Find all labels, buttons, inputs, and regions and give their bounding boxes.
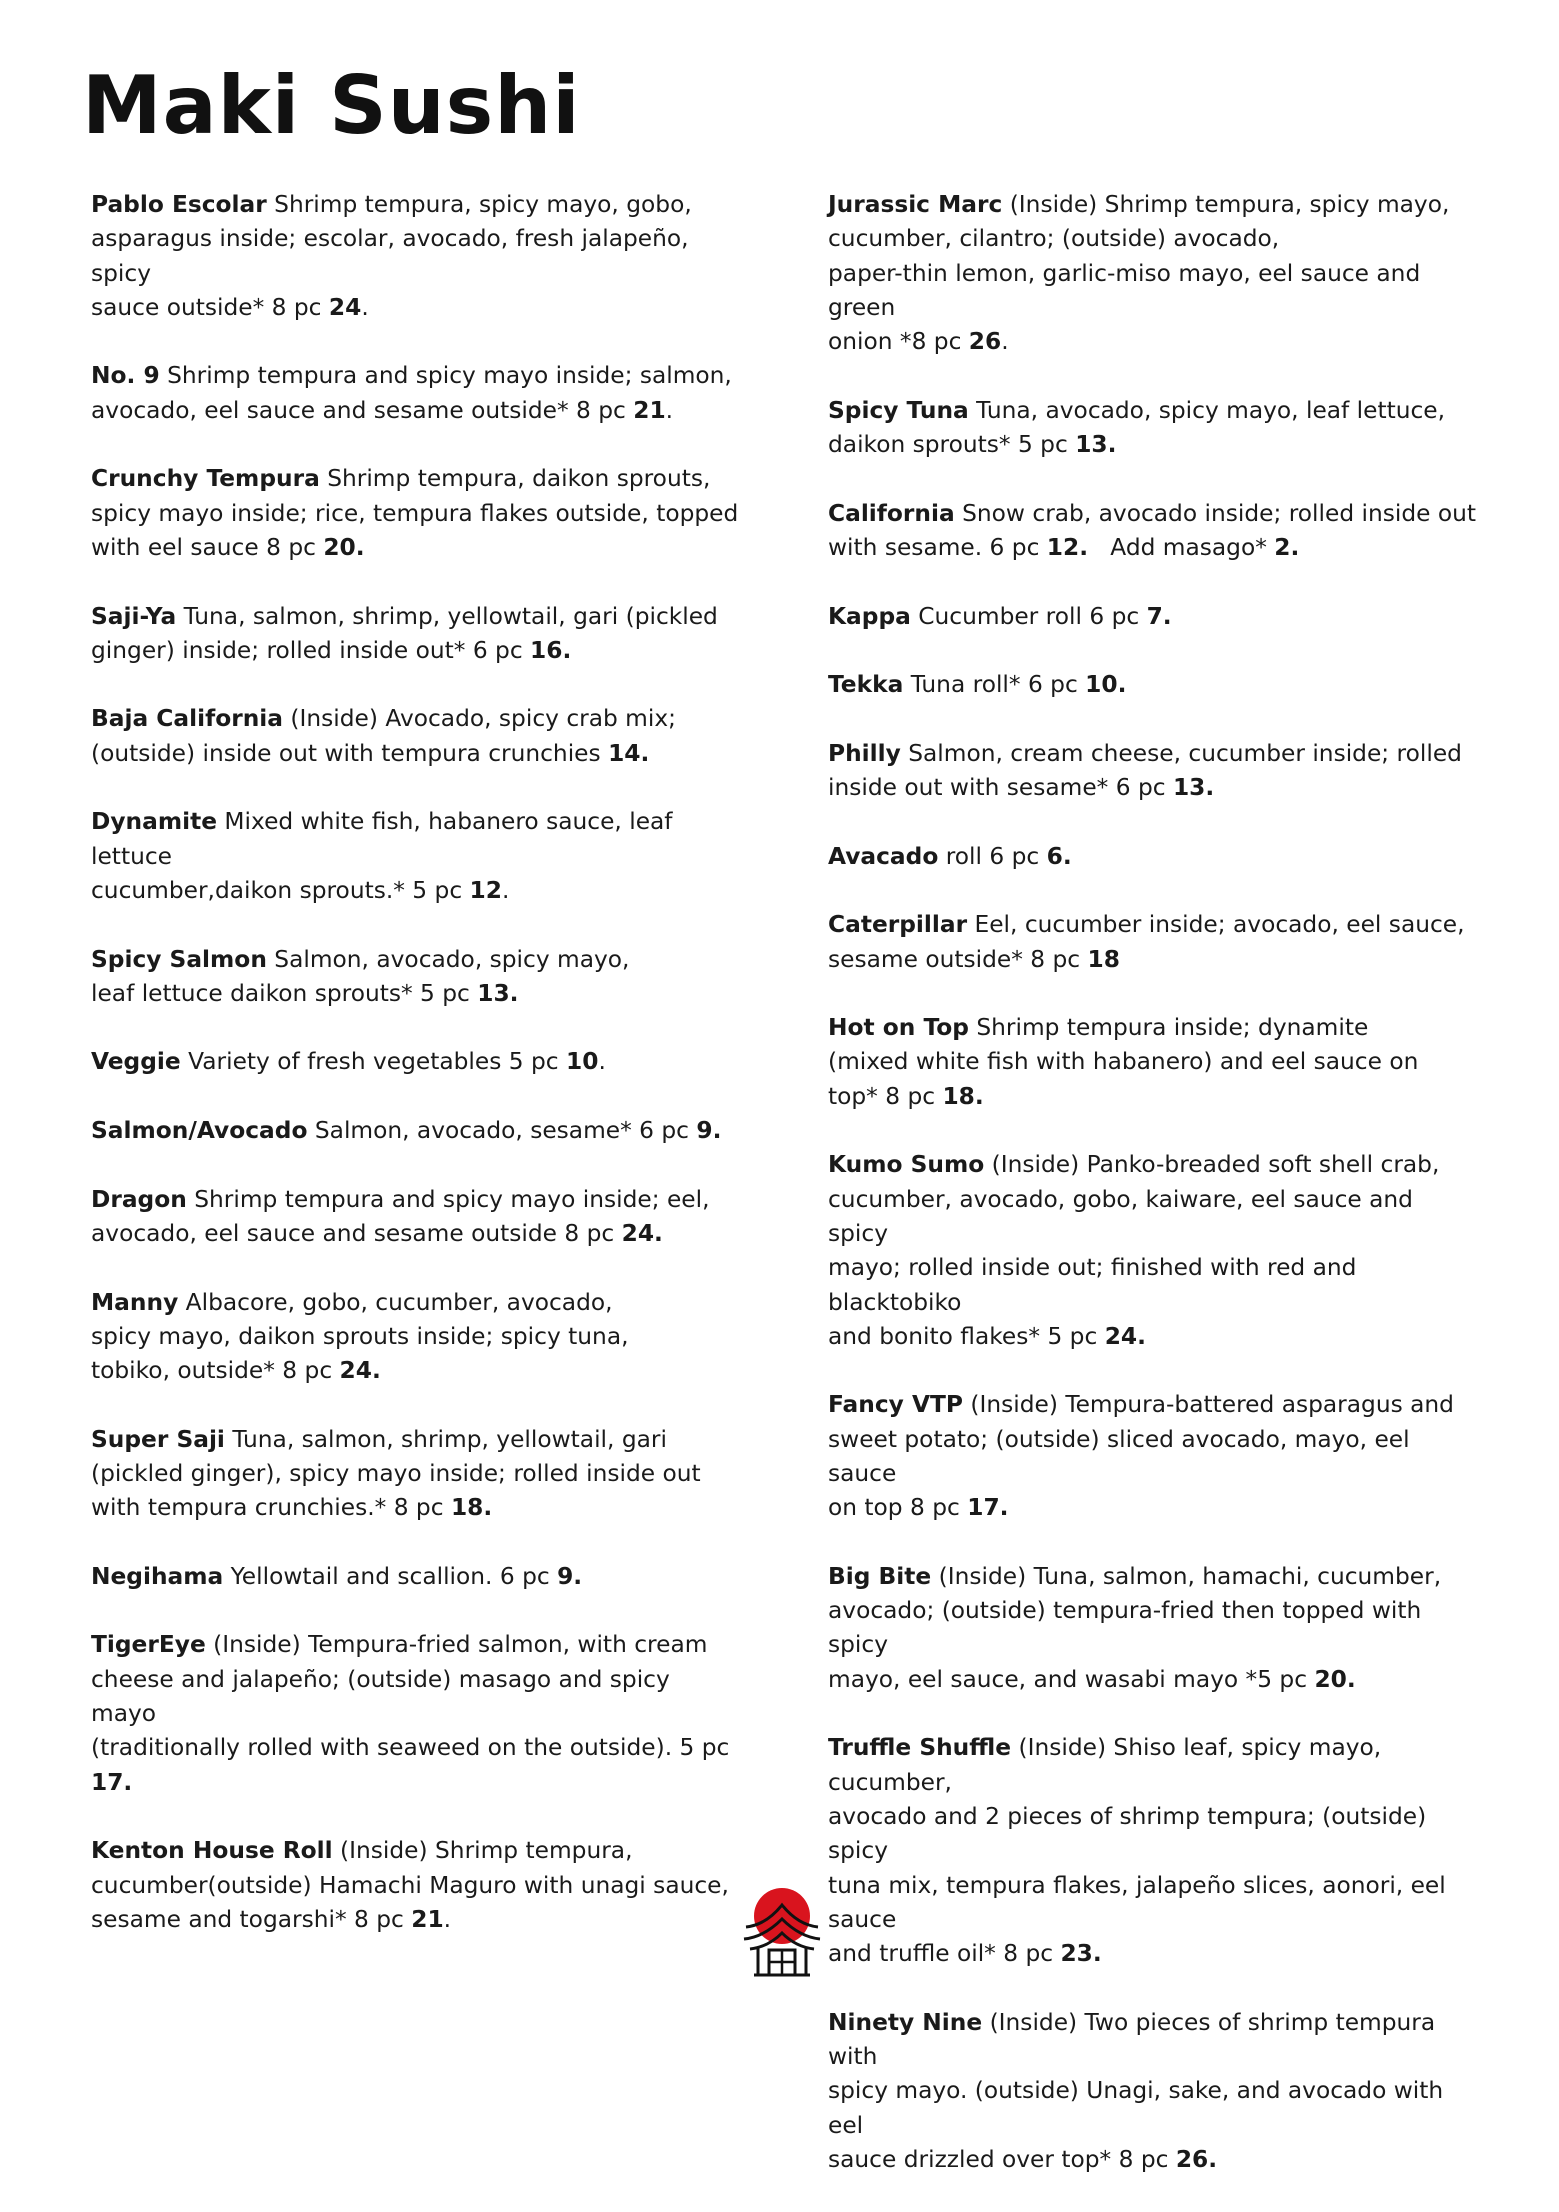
item-description: (Inside) Shiso leaf, spicy mayo, cucumber, (828, 1734, 1382, 1796)
item-description: Shrimp tempura, daikon sprouts, (319, 465, 711, 493)
item-description: sesame and togarshi* 8 pc (91, 1905, 412, 1933)
menu-item-california (828, 497, 1478, 566)
item-description: avocado, eel sauce and sesame outside 8 pc (91, 1219, 622, 1247)
item-description: leaf lettuce daikon sprouts* 5 pc (91, 979, 478, 1007)
item-description: Tuna, salmon, shrimp, yellowtail, gari (224, 1425, 667, 1453)
item-description: top* 8 pc (828, 1082, 943, 1110)
item-description: Salmon, avocado, spicy mayo, (266, 945, 630, 973)
item-price: 10 (566, 1048, 599, 1076)
item-addon-price: 2. (1274, 533, 1300, 561)
item-description: cucumber, cilantro; (outside) avocado, (828, 225, 1280, 253)
item-name: TigerEye (91, 1631, 206, 1659)
menu-item-big-bite (828, 1560, 1478, 1697)
item-price-suffix: . (665, 396, 674, 424)
item-description: Tuna, salmon, shrimp, yellowtail, gari (pickled (176, 602, 718, 630)
item-price: 23. (1060, 1940, 1102, 1968)
item-description: avocado and 2 pieces of shrimp tempura; (outside) spicy (828, 1802, 1427, 1865)
item-description: (Inside) Shrimp tempura, spicy mayo, (1002, 191, 1450, 218)
item-name: No. 9 (91, 362, 160, 390)
item-price-suffix: . (443, 1905, 452, 1933)
item-description: mayo; rolled inside out; finished with red and blacktobiko (828, 1254, 1357, 1316)
item-price: 13. (1075, 431, 1117, 459)
item-description: and bonito flakes* 5 pc (828, 1322, 1105, 1350)
item-price: 16. (530, 636, 572, 664)
menu-column-left (91, 188, 741, 1971)
item-price: 12 (469, 876, 502, 904)
item-description: (traditionally rolled with seaweed on the outside). 5 pc (91, 1734, 730, 1762)
menu-item-fancy-vtp (828, 1388, 1478, 1525)
item-price-suffix: . (1001, 328, 1009, 356)
item-description: tuna mix, tempura flakes, jalapeño slices, aonori, eel sauce (828, 1871, 1446, 1933)
item-description: roll 6 pc (938, 842, 1047, 870)
menu-item-kenton-house-roll (91, 1834, 741, 1937)
menu-item-truffle-shuffle (828, 1731, 1478, 1971)
item-description: sauce outside* 8 pc (91, 293, 329, 321)
item-description: (pickled ginger), spicy mayo inside; rolled inside out (91, 1459, 701, 1487)
item-price: 24. (621, 1219, 663, 1247)
item-description: with tempura crunchies.* 8 pc (91, 1494, 451, 1522)
menu-item-manny (91, 1286, 741, 1389)
item-description: mayo, eel sauce, and wasabi mayo *5 pc (828, 1665, 1315, 1693)
item-price-suffix: . (361, 293, 369, 321)
item-description: spicy mayo inside; rice, tempura flakes outside, topped (91, 499, 739, 527)
item-description: Shrimp tempura, spicy mayo, gobo, (266, 191, 692, 218)
item-name: Philly (828, 739, 901, 767)
item-price: 18. (942, 1082, 984, 1110)
item-name: California (828, 499, 955, 527)
item-price: 13. (477, 979, 519, 1007)
item-price: 18 (1087, 945, 1120, 973)
menu-item-jurassic-marc (828, 188, 1478, 359)
menu-item-tigereye (91, 1628, 741, 1799)
menu-item-super-saji (91, 1423, 741, 1526)
menu-item-spicy-tuna (828, 394, 1478, 463)
menu-item-baja-california (91, 702, 741, 771)
menu-item-philly (828, 737, 1478, 806)
menu-item-dynamite (91, 805, 741, 908)
menu-item-caterpillar (828, 908, 1478, 977)
item-description: Salmon, cream cheese, cucumber inside; rolled (900, 739, 1462, 767)
item-name: Kumo Sumo (828, 1151, 985, 1179)
item-name: Avacado (828, 842, 939, 870)
item-name: Kappa (828, 602, 911, 630)
item-description: (mixed white fish with habanero) and eel sauce on (828, 1048, 1419, 1076)
item-name: Big Bite (828, 1562, 932, 1590)
item-description: Tuna, avocado, spicy mayo, leaf lettuce, (968, 396, 1446, 424)
item-description: Eel, cucumber inside; avocado, eel sauce, (967, 911, 1465, 939)
item-price: 24. (339, 1357, 381, 1385)
item-price: 18. (450, 1494, 493, 1522)
item-description: cheese and jalapeño; (outside) masago and spicy mayo (91, 1665, 670, 1728)
menu-item-salmon-avocado (91, 1114, 741, 1148)
item-price: 9. (696, 1117, 722, 1145)
item-description: spicy mayo. (outside) Unagi, sake, and avocado with eel (828, 2077, 1444, 2139)
item-description: with eel sauce 8 pc (91, 533, 324, 561)
item-description: (Inside) Panko-breaded soft shell crab, (984, 1151, 1440, 1179)
menu-item-crunchy-tempura (91, 462, 741, 565)
item-price-suffix: . (598, 1048, 606, 1076)
item-name: Hot on Top (828, 1014, 969, 1042)
item-description: daikon sprouts* 5 pc (828, 431, 1076, 459)
menu-item-kumo-sumo (828, 1148, 1478, 1354)
menu-column-right (828, 188, 1478, 2212)
item-name: Jurassic Marc (828, 191, 1003, 218)
item-name: Truffle Shuffle (828, 1734, 1012, 1762)
item-description: Shrimp tempura inside; dynamite (968, 1014, 1369, 1042)
item-description: ginger) inside; rolled inside out* 6 pc (91, 636, 531, 664)
item-description: Albacore, gobo, cucumber, avocado, (178, 1288, 613, 1316)
item-description: sweet potato; (outside) sliced avocado, mayo, eel sauce (828, 1425, 1410, 1487)
item-name: Ninety Nine (828, 2008, 983, 2036)
item-description: cucumber, avocado, gobo, kaiware, eel sauce and spicy (828, 1185, 1413, 1247)
menu-item-dragon (91, 1183, 741, 1252)
item-name: Crunchy Tempura (91, 465, 320, 493)
item-price: 20. (1314, 1665, 1356, 1693)
item-price: 21 (411, 1905, 444, 1933)
item-name: Spicy Tuna (828, 396, 969, 424)
menu-item-ninety-nine (828, 2006, 1478, 2177)
item-description: paper-thin lemon, garlic-miso mayo, eel sauce and green (828, 259, 1421, 321)
item-price: 24 (328, 293, 362, 321)
item-name: Spicy Salmon (91, 945, 267, 973)
item-description: onion *8 pc (828, 328, 969, 356)
menu-item-no-9 (91, 359, 741, 428)
item-price: 14. (608, 739, 650, 767)
item-description: Tuna roll* 6 pc (903, 671, 1086, 699)
item-description: (Inside) Shrimp tempura, (332, 1837, 633, 1865)
item-description: with sesame. 6 pc (828, 533, 1047, 561)
item-description: inside out with sesame* 6 pc (828, 774, 1173, 802)
item-description: Shrimp tempura and spicy mayo inside; salmon, (159, 362, 732, 390)
item-name: Manny (91, 1288, 179, 1316)
item-addon: Add masago* (1088, 533, 1275, 561)
menu-item-spicy-salmon (91, 943, 741, 1012)
menu-item-hot-on-top (828, 1011, 1478, 1114)
menu-item-avacado (828, 840, 1478, 874)
item-description: cucumber(outside) Hamachi Maguro with unagi sauce, (91, 1871, 729, 1899)
item-price: 10. (1085, 671, 1127, 699)
item-description: Mixed white fish, habanero sauce, leaf lettuce (91, 808, 673, 870)
item-description: Cucumber roll 6 pc (910, 602, 1147, 630)
item-name: Veggie (91, 1048, 181, 1076)
item-description: asparagus inside; escolar, avocado, fresh jalapeño, spicy (91, 225, 689, 287)
item-price: 17. (967, 1494, 1009, 1522)
item-description: (Inside) Tempura-battered asparagus and (962, 1391, 1454, 1419)
item-description: Snow crab, avocado inside; rolled inside out (954, 499, 1477, 527)
menu-item-saji-ya (91, 600, 741, 669)
item-price: 21 (633, 396, 666, 424)
item-price: 13. (1172, 774, 1215, 802)
item-price: 26. (1175, 2145, 1218, 2173)
item-name: Dragon (91, 1185, 187, 1213)
item-description: (Inside) Two pieces of shrimp tempura with (828, 2008, 1436, 2071)
item-name: Kenton House Roll (91, 1837, 333, 1865)
item-description: (outside) inside out with tempura crunchies (91, 739, 609, 767)
item-description: cucumber,daikon sprouts.* 5 pc (91, 876, 470, 904)
item-price: 7. (1146, 602, 1172, 630)
item-description: tobiko, outside* 8 pc (91, 1357, 340, 1385)
item-price: 24. (1104, 1322, 1146, 1350)
item-description: sesame outside* 8 pc (828, 945, 1088, 973)
item-name: Negihama (91, 1562, 224, 1590)
menu-item-negihama (91, 1560, 741, 1594)
page-title: Maki Sushi (82, 59, 581, 152)
item-description: (Inside) Avocado, spicy crab mix; (283, 705, 676, 733)
item-price: 17. (91, 1768, 133, 1796)
item-description: on top 8 pc (828, 1494, 968, 1522)
item-description: spicy mayo, daikon sprouts inside; spicy tuna, (91, 1322, 629, 1350)
menu-item-veggie (91, 1045, 741, 1079)
item-price: 9. (557, 1562, 583, 1590)
pagoda-with-red-sun-icon (742, 1887, 822, 1977)
item-name: Fancy VTP (828, 1391, 963, 1419)
item-price: 12. (1046, 533, 1089, 561)
item-description: Shrimp tempura and spicy mayo inside; eel, (186, 1185, 710, 1213)
item-name: Tekka (828, 671, 904, 699)
item-name: Super Saji (91, 1425, 225, 1453)
item-description: Yellowtail and scallion. 6 pc (223, 1562, 558, 1590)
menu-item-kappa (828, 600, 1478, 634)
item-description: Salmon, avocado, sesame* 6 pc (307, 1117, 697, 1145)
item-name: Pablo Escolar (91, 191, 267, 218)
item-name: Baja California (91, 705, 284, 733)
item-name: Salmon/Avocado (91, 1117, 308, 1145)
item-price: 6. (1046, 842, 1072, 870)
item-name: Saji-Ya (91, 602, 177, 630)
item-name: Dynamite (91, 808, 218, 836)
menu-item-tekka (828, 668, 1478, 702)
item-description: avocado, eel sauce and sesame outside* 8 pc (91, 396, 634, 424)
item-description: (Inside) Tuna, salmon, hamachi, cucumber, (931, 1562, 1442, 1590)
item-price-suffix: . (501, 876, 510, 904)
menu-item-pablo-escolar (91, 188, 741, 325)
item-description: and truffle oil* 8 pc (828, 1940, 1061, 1968)
item-price: 26 (968, 328, 1002, 356)
item-description: (Inside) Tempura-fried salmon, with cream (205, 1631, 708, 1659)
item-description: avocado; (outside) tempura-fried then topped with spicy (828, 1597, 1422, 1659)
item-description: Variety of fresh vegetables 5 pc (180, 1048, 567, 1076)
item-description: sauce drizzled over top* 8 pc (828, 2145, 1176, 2173)
item-name: Caterpillar (828, 911, 968, 939)
item-price: 20. (323, 533, 365, 561)
